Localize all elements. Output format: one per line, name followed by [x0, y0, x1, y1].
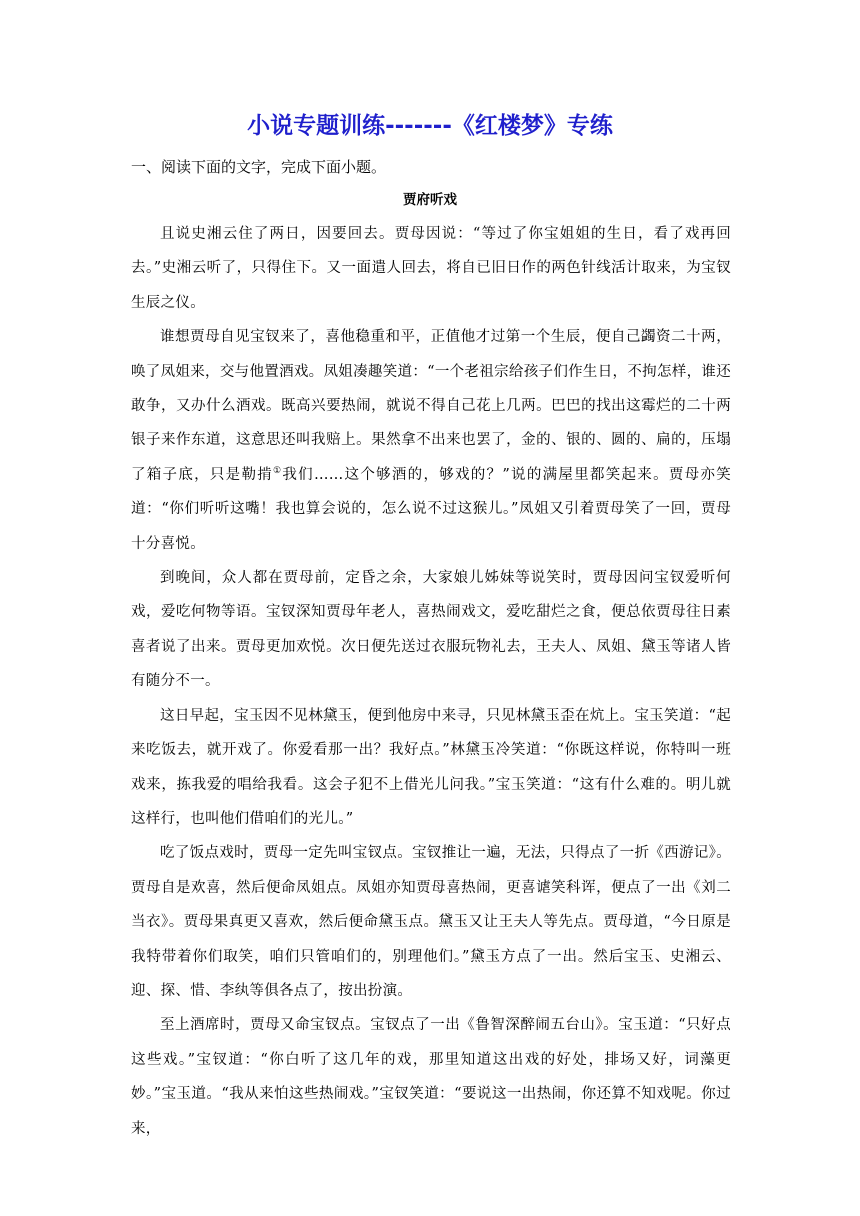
paragraph-text: 谁想贾母自见宝钗来了，喜他稳重和平，正值他才过第一个生辰，便自己蠲资二十两，唤了凤姐来，交与他置酒戏。凤姐凑趣笑道：“一个老祖宗给孩子们作生日，不拘怎样，谁还敢争，又办什么酒戏。既高兴要热闹，就说不得自己花上几两。巴巴的找出这霉烂的二十两银子来作东道，这意思还叫我赔上。果然拿不出来也罢了，金的、银的、圆的、扁的，压塌了箱子底，只是勒掯	[131, 329, 731, 483]
paragraph: 到晚间，众人都在贾母前，定昏之余，大家娘儿姊妹等说笑时，贾母因问宝钗爱听何戏，爱吃何物等语。宝钗深知贾母年老人，喜热闹戏文，爱吃甜烂之食，便总依贾母往日素喜者说了出来。贾母更加欢悦。次日便先送过衣服玩物礼去，王夫人、凤姐、黛玉等诸人皆有随分不一。	[131, 570, 731, 690]
paragraph-text: 我们……这个够酒的，够戏的？”说的满屋里都笑起来。贾母亦笑道：“你们听听这嘴！我也算会说的，怎么说不过这猴儿。”凤姐又引着贾母笑了一回，贾母十分喜悦。	[131, 466, 731, 552]
paragraph: 这日早起，宝玉因不见林黛玉，便到他房中来寻，只见林黛玉歪在炕上。宝玉笑道：“起来吃饭去，就开戏了。你爱看那一出？我好点。”林黛玉冷笑道：“你既这样说，你特叫一班戏来，拣我爱的唱给我看。这会子犯不上借光儿问我。”宝玉笑道：“这有什么难的。明儿就这样行，也叫他们借咱们的光儿。”	[131, 707, 731, 827]
passage-body	[131, 217, 731, 1146]
paragraph: 且说史湘云住了两日，因要回去。贾母因说：“等过了你宝姐姐的生日，看了戏再回去。”史湘云听了，只得住下。又一面遣人回去，将自已旧日作的两色针线活计取来，为宝钗生辰之仪。	[131, 226, 731, 311]
document-title: 小说专题训练-------《红楼梦》专练	[247, 113, 613, 139]
paragraph: 吃了饭点戏时，贾母一定先叫宝钗点。宝钗推让一遍，无法，只得点了一折《西游记》。贾母自是欢喜，然后便命凤姐点。凤姐亦知贾母喜热闹，更喜谑笑科诨，便点了一出《刘二当衣》。贾母果真更又喜欢，然后便命黛玉点。黛玉又让王夫人等先点。贾母道，“今日原是我特带着你们取笑，咱们只管咱们的，别理他们。”黛玉方点了一出。然后宝玉、史湘云、迎、探、惜、李纨等俱各点了，按出扮演。	[131, 845, 731, 999]
footnote-marker: ①	[273, 466, 283, 477]
paragraph	[131, 320, 731, 561]
paragraph: 至上酒席时，贾母又命宝钗点。宝钗点了一出《鲁智深醉闹五台山》。宝玉道：“只好点这些戏。”宝钗道：“你白听了这几年的戏，那里知道这出戏的好处，排场又好，词藻更妙。”宝玉道。“我从来怕这些热闹戏。”宝钗笑道：“要说这一出热闹，你还算不知戏呢。你过来，	[131, 1017, 731, 1137]
section-heading: 一、阅读下面的文字，完成下面小题。	[131, 158, 387, 176]
passage-title: 贾府听戏	[403, 192, 457, 208]
